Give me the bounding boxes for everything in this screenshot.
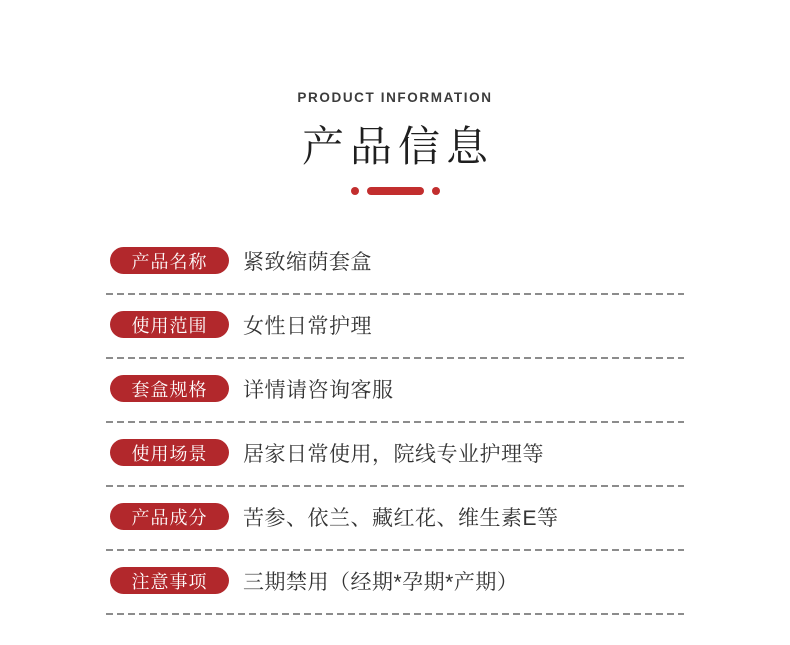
row-label-badge: 使用场景	[110, 439, 229, 466]
row-value: 女性日常护理	[243, 314, 372, 338]
eyebrow-text: PRODUCT INFORMATION	[297, 90, 493, 105]
row-value: 三期禁用（经期*孕期*产期）	[243, 570, 519, 594]
row-label-badge: 套盒规格	[110, 375, 229, 402]
divider-dot-right	[432, 187, 440, 195]
row-label-badge: 使用范围	[110, 311, 229, 338]
dashed-divider	[106, 549, 684, 551]
dashed-divider	[106, 485, 684, 487]
row-label-badge: 产品名称	[110, 247, 229, 274]
info-row-ingredients	[106, 503, 684, 530]
info-row-usage-scene	[106, 439, 684, 466]
info-row-kit-spec	[106, 375, 684, 402]
dashed-divider	[106, 421, 684, 423]
row-label-badge: 产品成分	[110, 503, 229, 530]
info-row-usage-scope	[106, 311, 684, 338]
row-value: 居家日常使用，院线专业护理等	[243, 442, 544, 466]
row-value: 详情请咨询客服	[243, 378, 394, 402]
divider-dot-left	[351, 187, 359, 195]
row-value: 苦参、依兰、藏红花、维生素E等	[243, 506, 559, 530]
dashed-divider	[106, 357, 684, 359]
dashed-divider	[106, 293, 684, 295]
dashed-divider	[106, 613, 684, 615]
info-row-precautions	[106, 567, 684, 594]
page-title: 产品信息	[301, 123, 494, 170]
row-label-badge: 注意事项	[110, 567, 229, 594]
title-divider	[0, 187, 790, 195]
info-rows	[106, 247, 684, 615]
row-value: 紧致缩荫套盒	[243, 250, 372, 274]
divider-bar	[367, 187, 424, 195]
info-row-product-name	[106, 247, 684, 274]
